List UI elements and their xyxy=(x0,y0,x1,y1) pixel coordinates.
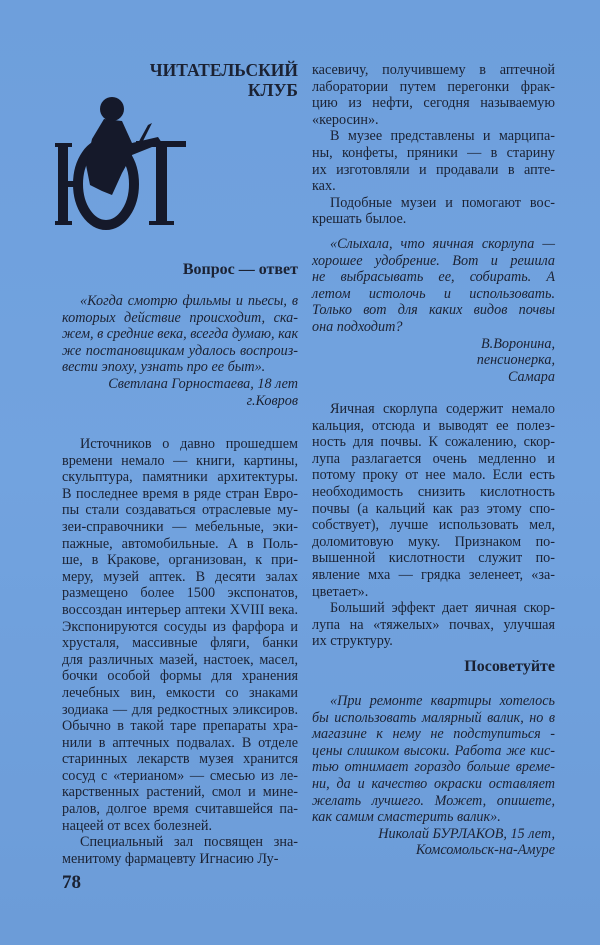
text-line: явление мха — грядка зеленеет, «за- xyxy=(312,566,555,583)
text-line: ны, конфеты, пряники — в старину xyxy=(312,144,555,161)
text-line: сосуд с «терианом» — смесью из ле- xyxy=(62,767,298,784)
text-line: карственных растений, смол и мине- xyxy=(62,784,298,801)
text-line: лупа на «тяжелых» почвах, улучшая xyxy=(312,616,555,633)
text-line: лупа разлагается очень медленно и xyxy=(312,450,555,467)
answer-body-2 xyxy=(312,401,555,650)
text-line: крешать былое. xyxy=(312,211,407,228)
header-title xyxy=(150,60,298,100)
text-line: Экспонируются сосуды из фарфора и xyxy=(62,618,298,635)
signature-line: Комсомольск-на-Амуре xyxy=(415,842,555,859)
text-line: для различных мазей, настоек, масел, xyxy=(62,651,298,668)
section-title-advise: Посоветуйте xyxy=(464,658,555,675)
text-line: нили в аптечных подвалах. В отделе xyxy=(62,734,298,751)
text-line: ралов, долгое время считавшейся па- xyxy=(62,801,298,818)
text-line: лечебных вин, емкости со знаками xyxy=(62,684,298,701)
question-line: которых действие происходит, ска- xyxy=(62,309,298,326)
text-line: цию из нефти, сегодня называемую xyxy=(312,95,555,112)
question-line: же постановщикам удалось воспроиз- xyxy=(62,342,298,359)
signature-line: Николай БУРЛАКОВ, 15 лет, xyxy=(378,825,555,842)
text-line: цветает». xyxy=(312,583,369,600)
answer-body-left xyxy=(62,436,298,867)
text-line: бы использовать малярный валик, но в xyxy=(312,709,555,726)
text-line: В последнее время в ряде стран Евро- xyxy=(62,485,298,502)
text-line: необходимость снизить кислотность xyxy=(312,483,555,500)
text-line: зеи-справочники — мебельные, эки- xyxy=(62,518,298,535)
text-line: Больший эффект дает яичная скор- xyxy=(330,600,555,617)
text-line: «При ремонте квартиры хотелось xyxy=(330,693,555,709)
signature-name: Светлана Горностаева, 18 лет xyxy=(108,375,298,392)
text-line: воссоздан интерьер аптеки XVIII века. xyxy=(62,601,298,618)
text-line: В музее представлены и марципа- xyxy=(330,128,555,145)
text-line: Источников о давно прошедшем xyxy=(80,436,298,452)
text-line: менитому фармацевту Игнасию Лу- xyxy=(62,850,279,867)
text-line: не выбрасывать ее, собирать. А xyxy=(312,269,555,286)
text-line: собствует), лучше использовать мел, xyxy=(312,517,555,534)
text-line: Только вот для каких видов почвы xyxy=(312,302,555,319)
signature-line: Самара xyxy=(508,368,555,385)
text-line: их изготовляли и продавали в апте- xyxy=(312,161,555,178)
text-line: летом истолочь и использовать. xyxy=(312,285,555,302)
text-line: ше, в Кракове, организован, к при- xyxy=(62,552,298,569)
text-line: времени немало — книги, картины, xyxy=(62,452,298,469)
text-line: доломитовую муку. Признаком по- xyxy=(312,533,555,550)
page-number: 78 xyxy=(62,872,81,893)
text-line: старинных лекарств музея хранится xyxy=(62,751,298,768)
signature-city: г.Ковров xyxy=(246,392,298,409)
text-line: нацеей от всех болезней. xyxy=(62,817,213,834)
text-line: она подходит? xyxy=(312,318,403,335)
text-line: желать лучшего. Может, опишете, xyxy=(312,792,555,809)
text-line: их структуру. xyxy=(312,633,393,650)
text-line: Обычно в такой таре препараты хра- xyxy=(62,718,298,735)
reader-question-1 xyxy=(62,293,298,409)
section-title-question-answer: Вопрос — ответ xyxy=(182,261,298,278)
text-line: пы стали создаваться отраслевые му- xyxy=(62,502,298,519)
text-line: касевичу, получившему в аптечной xyxy=(312,62,555,78)
text-line: почвы (а кальций как раз этому спо- xyxy=(312,500,555,517)
text-line: лаборатории путем перегонки фрак- xyxy=(312,78,555,95)
question-line: вести эпоху, узнать про ее быт». xyxy=(62,359,266,376)
yut-logo xyxy=(52,95,192,230)
text-line: как самим смастерить валик». xyxy=(312,809,501,826)
header-line-1: ЧИТАТЕЛЬСКИЙ xyxy=(149,60,298,80)
text-line: Специальный зал посвящен зна- xyxy=(80,834,298,851)
text-line: бочки особой формы для хранения xyxy=(62,668,298,685)
question-line: «Когда смотрю фильмы и пьесы, в xyxy=(80,293,298,309)
text-line: ках. xyxy=(312,178,336,195)
text-line: пажные, автомобильные. А в Поль- xyxy=(62,535,298,552)
text-line: магазине к нему не подступиться - xyxy=(312,726,555,743)
text-line: Подобные музеи и помогают вос- xyxy=(330,194,555,211)
text-line: хрусталя, массивные фляги, банки xyxy=(62,635,298,652)
question-line: жем, в средние века, всегда думаю, как xyxy=(62,326,299,343)
signature-line: пенсионерка, xyxy=(476,352,555,369)
text-line: кальция, отсюда и выводят ее полез- xyxy=(312,417,555,434)
text-line: зодиака — для редкостных эликсиров. xyxy=(62,701,298,718)
answer-body-right xyxy=(312,62,555,228)
text-line: ность для почвы. К сожалению, скор- xyxy=(312,434,555,451)
text-line: тью отнимает гораздо больше време- xyxy=(312,759,555,776)
text-line: вышенной кислотности служит по- xyxy=(312,550,555,567)
text-line: ни, да и качество окраски оставляет xyxy=(312,775,555,792)
text-line: скульптура, памятники архитектуры. xyxy=(62,469,298,486)
text-line: Яичная скорлупа содержит немало xyxy=(330,401,555,417)
text-line: «Слыхала, что яичная скорлупа — xyxy=(330,236,555,252)
text-line: размещено более 1500 экспонатов, xyxy=(62,585,298,602)
text-line: меру, музей аптек. В десяти залах xyxy=(62,568,298,585)
text-line: потому проку от нее мало. Если есть xyxy=(312,467,555,484)
text-line: хорошее удобрение. Вот и решила xyxy=(312,252,555,269)
text-line: цены слишком высоки. Работа же кис- xyxy=(312,742,555,759)
reader-question-2 xyxy=(312,236,555,385)
header-line-2: КЛУБ xyxy=(247,80,298,100)
text-line: «керосин». xyxy=(312,111,379,128)
signature-line: В.Воронина, xyxy=(481,335,555,352)
reader-question-3 xyxy=(312,693,555,859)
